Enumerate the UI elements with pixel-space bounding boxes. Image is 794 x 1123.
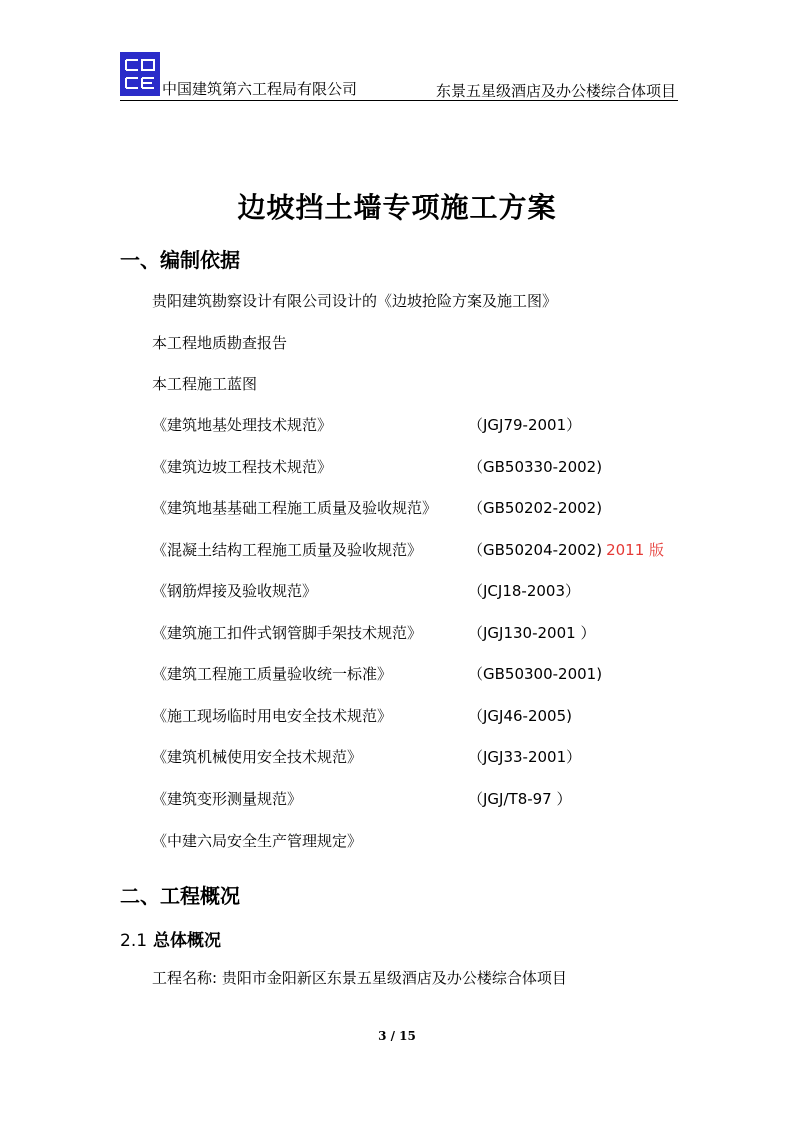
standard-code: （JGJ33-2001） (468, 748, 582, 766)
standard-name: 《建筑边坡工程技术规范》 (152, 458, 333, 476)
standard-code: （JGJ79-2001） (468, 416, 582, 434)
standard-ref (152, 497, 692, 519)
standard-name: 《建筑地基处理技术规范》 (152, 416, 333, 434)
version-note: 2011 版 (606, 541, 665, 559)
subsection-heading (120, 926, 221, 951)
standard-name: 《施工现场临时用电安全技术规范》 (152, 707, 393, 725)
page-header (120, 44, 678, 102)
standard-name: 《建筑变形测量规范》 (152, 790, 303, 808)
standard-name: 《建筑工程施工质量验收统一标准》 (152, 665, 393, 683)
standard-code: （GB50300-2001) (468, 665, 603, 683)
project-name: 东景五星级酒店及办公楼综合体项目 (435, 82, 676, 100)
subsection-number: 2.1 (120, 931, 148, 951)
standard-code: （GB50330-2002) (468, 458, 603, 476)
standard-ref (152, 622, 692, 644)
basis-item: 本工程施工蓝图 (152, 375, 258, 393)
standard-ref (152, 705, 692, 727)
company-logo (120, 52, 160, 96)
company-name: 中国建筑第六工程局有限公司 (162, 80, 358, 98)
standard-ref: 《中建六局安全生产管理规定》 (152, 832, 363, 850)
standard-name: 《建筑地基基础工程施工质量及验收规范》 (152, 499, 438, 517)
standard-code: （JGJ/T8-97 ） (468, 790, 572, 808)
standard-name: 《混凝土结构工程施工质量及验收规范》 (152, 541, 423, 559)
standard-code: （JGJ130-2001 ） (468, 624, 596, 642)
subsection-title: 总体概况 (152, 931, 221, 951)
section-heading-overview: 二、工程概况 (120, 884, 240, 908)
standard-ref (152, 456, 692, 478)
standard-ref (152, 663, 692, 685)
standard-code-text: （GB50204-2002) (468, 541, 603, 559)
standard-code (468, 539, 664, 560)
standard-ref (152, 580, 692, 602)
standard-ref (152, 539, 692, 561)
standard-ref (152, 788, 692, 810)
standard-code: （JCJ18-2003） (468, 582, 580, 600)
standard-ref (152, 414, 692, 436)
standard-code: （GB50202-2002) (468, 499, 603, 517)
section-heading-basis: 一、编制依据 (120, 248, 240, 272)
standard-code: （JGJ46-2005) (468, 707, 572, 725)
project-name-line: 工程名称: 贵阳市金阳新区东景五星级酒店及办公楼综合体项目 (152, 969, 567, 987)
standard-ref (152, 746, 692, 768)
document-title: 边坡挡土墙专项施工方案 (237, 191, 557, 224)
standard-name: 《钢筋焊接及验收规范》 (152, 582, 318, 600)
basis-item: 本工程地质勘查报告 (152, 334, 288, 352)
standard-name: 《建筑机械使用安全技术规范》 (152, 748, 363, 766)
page-number: 3 / 15 (378, 1029, 416, 1043)
basis-item: 贵阳建筑勘察设计有限公司设计的《边坡抢险方案及施工图》 (152, 292, 558, 310)
header-divider (120, 100, 678, 101)
standard-name: 《建筑施工扣件式钢管脚手架技术规范》 (152, 624, 423, 642)
